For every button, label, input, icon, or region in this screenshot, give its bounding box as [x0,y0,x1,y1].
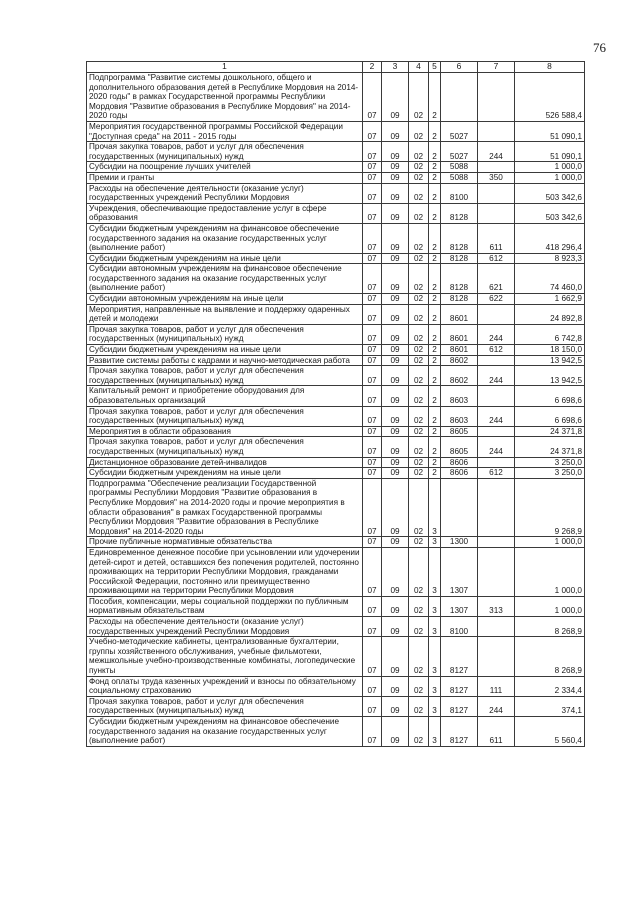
section-code-cell: 07 [363,596,382,616]
amount-cell: 13 942,5 [515,355,585,366]
program-code-cell: 02 [409,406,429,426]
row-name-cell: Учебно-методические кабинеты, централизованные бухгалтерии, группы хозяйственного обслуживания, учебные фильмотеки, межшкольные учебно-производственные комбинаты, логопедические пункты [87,637,363,676]
expense-type-cell: 622 [478,294,515,305]
table-row [87,468,585,479]
target-article-cell: 5027 [441,121,478,141]
row-name-cell: Пособия, компенсации, меры социальной поддержки по публичным нормативным обязательствам [87,596,363,616]
section-code-cell: 07 [363,406,382,426]
subsection-code-cell: 09 [382,324,409,344]
subprogram-code-cell: 2 [429,355,441,366]
target-article-cell [441,73,478,122]
subsection-code-cell: 09 [382,264,409,294]
amount-cell: 6 742,8 [515,324,585,344]
section-code-cell: 07 [363,162,382,173]
row-name-cell: Субсидии бюджетным учреждениям на иные цели [87,468,363,479]
program-code-cell: 02 [409,73,429,122]
expense-type-cell [478,617,515,637]
table-row [87,183,585,203]
table-row [87,426,585,437]
expense-type-cell: 244 [478,406,515,426]
program-code-cell: 02 [409,223,429,253]
expense-type-cell: 612 [478,468,515,479]
amount-cell: 1 000,0 [515,172,585,183]
row-name-cell: Подпрограмма "Обеспечение реализации Государственной программы Республики Мордовия "Развитие образования в Республике Мордовия" на 2014-2020 годы и прочие мероприятия в области образования" в рамках Государственной программы Республики Мордовия "Развитие образования в Республике Мордовия" на 2014-2020 годы [87,478,363,537]
table-row [87,253,585,264]
program-code-cell: 02 [409,203,429,223]
row-name-cell: Прочая закупка товаров, работ и услуг для обеспечения государственных (муниципальных) нужд [87,437,363,457]
target-article-cell: 8602 [441,355,478,366]
table-row [87,223,585,253]
section-code-cell: 07 [363,426,382,437]
subprogram-code-cell: 2 [429,437,441,457]
subprogram-code-cell: 2 [429,162,441,173]
target-article-cell: 8128 [441,253,478,264]
subprogram-code-cell: 2 [429,73,441,122]
row-name-cell: Расходы на обеспечение деятельности (оказание услуг) государственных учреждений Республики Мордовия [87,617,363,637]
program-code-cell: 02 [409,637,429,676]
table-row [87,547,585,596]
program-code-cell: 02 [409,426,429,437]
subprogram-code-cell: 3 [429,637,441,676]
amount-cell: 3 250,0 [515,468,585,479]
subsection-code-cell: 09 [382,304,409,324]
section-code-cell: 07 [363,437,382,457]
section-code-cell: 07 [363,345,382,356]
target-article-cell: 8128 [441,294,478,305]
section-code-cell: 07 [363,253,382,264]
expense-type-cell: 244 [478,437,515,457]
program-code-cell: 02 [409,717,429,747]
subprogram-code-cell: 3 [429,547,441,596]
subprogram-code-cell: 3 [429,676,441,696]
program-code-cell: 02 [409,324,429,344]
amount-cell: 503 342,6 [515,183,585,203]
expense-type-cell [478,547,515,596]
subsection-code-cell: 09 [382,386,409,406]
row-name-cell: Прочая закупка товаров, работ и услуг для обеспечения государственных (муниципальных) нужд [87,324,363,344]
target-article-cell: 8601 [441,324,478,344]
amount-cell: 503 342,6 [515,203,585,223]
table-row [87,717,585,747]
subsection-code-cell: 09 [382,172,409,183]
section-code-cell: 07 [363,457,382,468]
table-row [87,121,585,141]
expense-type-cell [478,637,515,676]
subsection-code-cell: 09 [382,637,409,676]
program-code-cell: 02 [409,478,429,537]
expense-type-cell: 350 [478,172,515,183]
row-name-cell: Премии и гранты [87,172,363,183]
table-row [87,345,585,356]
table-body [87,73,585,747]
section-code-cell: 07 [363,304,382,324]
column-header: 8 [515,62,585,73]
subprogram-code-cell: 2 [429,304,441,324]
section-code-cell: 07 [363,547,382,596]
expense-type-cell: 611 [478,717,515,747]
expense-type-cell [478,203,515,223]
subprogram-code-cell: 2 [429,183,441,203]
subsection-code-cell: 09 [382,717,409,747]
target-article-cell: 8100 [441,183,478,203]
subprogram-code-cell: 2 [429,294,441,305]
target-article-cell: 5088 [441,162,478,173]
subprogram-code-cell: 3 [429,478,441,537]
section-code-cell: 07 [363,366,382,386]
section-code-cell: 07 [363,294,382,305]
subsection-code-cell: 09 [382,121,409,141]
target-article-cell: 1300 [441,537,478,548]
table-row [87,172,585,183]
amount-cell: 8 923,3 [515,253,585,264]
row-name-cell: Мероприятия в области образования [87,426,363,437]
subsection-code-cell: 09 [382,355,409,366]
table-row [87,162,585,173]
expense-type-cell [478,478,515,537]
amount-cell: 24 371,8 [515,426,585,437]
subsection-code-cell: 09 [382,73,409,122]
subprogram-code-cell: 2 [429,406,441,426]
amount-cell: 18 150,0 [515,345,585,356]
target-article-cell: 8603 [441,386,478,406]
subprogram-code-cell: 2 [429,386,441,406]
subsection-code-cell: 09 [382,457,409,468]
target-article-cell: 8128 [441,264,478,294]
amount-cell: 6 698,6 [515,406,585,426]
row-name-cell: Прочая закупка товаров, работ и услуг для обеспечения государственных (муниципальных) нужд [87,366,363,386]
row-name-cell: Прочая закупка товаров, работ и услуг для обеспечения государственных (муниципальных) нужд [87,142,363,162]
target-article-cell: 5088 [441,172,478,183]
amount-cell: 1 662,9 [515,294,585,305]
program-code-cell: 02 [409,294,429,305]
subsection-code-cell: 09 [382,426,409,437]
subsection-code-cell: 09 [382,203,409,223]
subprogram-code-cell: 2 [429,223,441,253]
expense-type-cell [478,355,515,366]
section-code-cell: 07 [363,537,382,548]
expense-type-cell: 244 [478,324,515,344]
subprogram-code-cell: 2 [429,253,441,264]
subsection-code-cell: 09 [382,596,409,616]
table-row [87,437,585,457]
table-row [87,596,585,616]
amount-cell: 51 090,1 [515,121,585,141]
section-code-cell: 07 [363,717,382,747]
program-code-cell: 02 [409,345,429,356]
program-code-cell: 02 [409,264,429,294]
page-number: 76 [593,40,606,55]
program-code-cell: 02 [409,121,429,141]
expense-type-cell [478,73,515,122]
section-code-cell: 07 [363,478,382,537]
row-name-cell: Капитальный ремонт и приобретение оборудования для образовательных организаций [87,386,363,406]
subprogram-code-cell: 2 [429,366,441,386]
row-name-cell: Субсидии бюджетным учреждениям на финансовое обеспечение государственного задания на оказание государственных услуг (выполнение работ) [87,717,363,747]
row-name-cell: Прочая закупка товаров, работ и услуг для обеспечения государственных (муниципальных) нужд [87,696,363,716]
subsection-code-cell: 09 [382,547,409,596]
section-code-cell: 07 [363,73,382,122]
subprogram-code-cell: 2 [429,457,441,468]
subprogram-code-cell: 3 [429,537,441,548]
subsection-code-cell: 09 [382,294,409,305]
expense-type-cell [478,183,515,203]
section-code-cell: 07 [363,468,382,479]
row-name-cell: Дистанционное образование детей-инвалидов [87,457,363,468]
table-row [87,203,585,223]
subsection-code-cell: 09 [382,142,409,162]
amount-cell: 5 560,4 [515,717,585,747]
section-code-cell: 07 [363,617,382,637]
program-code-cell: 02 [409,437,429,457]
row-name-cell: Субсидии на поощрение лучших учителей [87,162,363,173]
expense-type-cell: 621 [478,264,515,294]
amount-cell: 418 296,4 [515,223,585,253]
expense-type-cell: 111 [478,676,515,696]
target-article-cell: 8606 [441,457,478,468]
program-code-cell: 02 [409,457,429,468]
section-code-cell: 07 [363,142,382,162]
target-article-cell: 8127 [441,717,478,747]
table-row [87,406,585,426]
table-row [87,264,585,294]
table-row [87,142,585,162]
target-article-cell: 8601 [441,304,478,324]
amount-cell: 8 268,9 [515,617,585,637]
subprogram-code-cell: 2 [429,264,441,294]
subsection-code-cell: 09 [382,468,409,479]
amount-cell: 74 460,0 [515,264,585,294]
expense-type-cell [478,426,515,437]
expense-type-cell: 313 [478,596,515,616]
target-article-cell: 8605 [441,437,478,457]
target-article-cell: 1307 [441,547,478,596]
section-code-cell: 07 [363,696,382,716]
expense-type-cell [478,537,515,548]
subprogram-code-cell: 3 [429,696,441,716]
row-name-cell: Расходы на обеспечение деятельности (оказание услуг) государственных учреждений Республики Мордовия [87,183,363,203]
expense-type-cell: 244 [478,696,515,716]
section-code-cell: 07 [363,386,382,406]
row-name-cell: Фонд оплаты труда казенных учреждений и взносы по обязательному социальному страхованию [87,676,363,696]
target-article-cell: 8127 [441,637,478,676]
target-article-cell: 8127 [441,676,478,696]
subprogram-code-cell: 2 [429,426,441,437]
program-code-cell: 02 [409,547,429,596]
subsection-code-cell: 09 [382,437,409,457]
subprogram-code-cell: 2 [429,345,441,356]
section-code-cell: 07 [363,223,382,253]
amount-cell: 374,1 [515,696,585,716]
table-row [87,676,585,696]
subsection-code-cell: 09 [382,345,409,356]
column-header: 5 [429,62,441,73]
budget-table [86,61,585,747]
table-row [87,617,585,637]
column-header: 3 [382,62,409,73]
column-header: 7 [478,62,515,73]
table-row [87,696,585,716]
section-code-cell: 07 [363,121,382,141]
subsection-code-cell: 09 [382,223,409,253]
expense-type-cell: 244 [478,142,515,162]
target-article-cell: 8605 [441,426,478,437]
subprogram-code-cell: 2 [429,324,441,344]
target-article-cell [441,478,478,537]
amount-cell: 1 000,0 [515,537,585,548]
expense-type-cell [478,457,515,468]
row-name-cell: Подпрограмма "Развитие системы дошкольного, общего и дополнительного образования детей в Республике Мордовия на 2014-2020 годы" в рамках Государственной программы Республики Мордовия "Развитие образования в Республике Мордовия" на 2014-2020 годы [87,73,363,122]
program-code-cell: 02 [409,355,429,366]
target-article-cell: 8603 [441,406,478,426]
row-name-cell: Субсидии автономным учреждениям на иные цели [87,294,363,305]
row-name-cell: Субсидии бюджетным учреждениям на иные цели [87,253,363,264]
subprogram-code-cell: 3 [429,596,441,616]
subsection-code-cell: 09 [382,253,409,264]
amount-cell: 24 892,8 [515,304,585,324]
table-row [87,457,585,468]
program-code-cell: 02 [409,676,429,696]
section-code-cell: 07 [363,324,382,344]
target-article-cell: 8601 [441,345,478,356]
amount-cell: 2 334,4 [515,676,585,696]
table-row [87,73,585,122]
subsection-code-cell: 09 [382,537,409,548]
column-header: 4 [409,62,429,73]
expense-type-cell: 244 [478,366,515,386]
subsection-code-cell: 09 [382,162,409,173]
table-row [87,537,585,548]
subprogram-code-cell: 2 [429,203,441,223]
table-row [87,386,585,406]
section-code-cell: 07 [363,676,382,696]
program-code-cell: 02 [409,253,429,264]
target-article-cell: 5027 [441,142,478,162]
row-name-cell: Развитие системы работы с кадрами и научно-методическая работа [87,355,363,366]
table-row [87,324,585,344]
amount-cell: 8 268,9 [515,637,585,676]
subsection-code-cell: 09 [382,406,409,426]
expense-type-cell: 612 [478,345,515,356]
target-article-cell: 8606 [441,468,478,479]
expense-type-cell [478,304,515,324]
subprogram-code-cell: 3 [429,717,441,747]
row-name-cell: Единовременное денежное пособие при усыновлении или удочерении детей-сирот и детей, оставшихся без попечения родителей, постоянно проживающих на территории Республики Мордовия, гражданами Российской Федерации, постоянно или преимущественно проживающими на территории Республики Мордовия [87,547,363,596]
table-row [87,304,585,324]
subprogram-code-cell: 2 [429,468,441,479]
subprogram-code-cell: 2 [429,142,441,162]
amount-cell: 526 588,4 [515,73,585,122]
subsection-code-cell: 09 [382,696,409,716]
section-code-cell: 07 [363,355,382,366]
section-code-cell: 07 [363,183,382,203]
program-code-cell: 02 [409,596,429,616]
row-name-cell: Учреждения, обеспечивающие предоставление услуг в сфере образования [87,203,363,223]
row-name-cell: Субсидии бюджетным учреждениям на финансовое обеспечение государственного задания на оказание государственных услуг (выполнение работ) [87,223,363,253]
column-header: 1 [87,62,363,73]
table-row [87,637,585,676]
column-header: 6 [441,62,478,73]
program-code-cell: 02 [409,366,429,386]
subprogram-code-cell: 3 [429,617,441,637]
subsection-code-cell: 09 [382,366,409,386]
section-code-cell: 07 [363,637,382,676]
amount-cell: 1 000,0 [515,162,585,173]
target-article-cell: 8602 [441,366,478,386]
target-article-cell: 8128 [441,203,478,223]
expense-type-cell: 612 [478,253,515,264]
header-row [87,62,585,73]
row-name-cell: Мероприятия государственной программы Российской Федерации "Доступная среда" на 2011 - 2015 годы [87,121,363,141]
program-code-cell: 02 [409,617,429,637]
program-code-cell: 02 [409,183,429,203]
target-article-cell: 8100 [441,617,478,637]
target-article-cell: 8127 [441,696,478,716]
table-row [87,294,585,305]
subprogram-code-cell: 2 [429,121,441,141]
row-name-cell: Прочая закупка товаров, работ и услуг для обеспечения государственных (муниципальных) нужд [87,406,363,426]
expense-type-cell [478,162,515,173]
section-code-cell: 07 [363,264,382,294]
row-name-cell: Субсидии бюджетным учреждениям на иные цели [87,345,363,356]
amount-cell: 3 250,0 [515,457,585,468]
table-row [87,366,585,386]
program-code-cell: 02 [409,537,429,548]
table-row [87,478,585,537]
program-code-cell: 02 [409,162,429,173]
table-row [87,355,585,366]
section-code-cell: 07 [363,172,382,183]
subsection-code-cell: 09 [382,183,409,203]
amount-cell: 24 371,8 [515,437,585,457]
subsection-code-cell: 09 [382,478,409,537]
program-code-cell: 02 [409,142,429,162]
subsection-code-cell: 09 [382,676,409,696]
column-header: 2 [363,62,382,73]
row-name-cell: Субсидии автономным учреждениям на финансовое обеспечение государственного задания на оказание государственных услуг (выполнение работ) [87,264,363,294]
row-name-cell: Прочие публичные нормативные обязательства [87,537,363,548]
subsection-code-cell: 09 [382,617,409,637]
program-code-cell: 02 [409,386,429,406]
program-code-cell: 02 [409,304,429,324]
amount-cell: 9 268,9 [515,478,585,537]
amount-cell: 1 000,0 [515,547,585,596]
target-article-cell: 1307 [441,596,478,616]
expense-type-cell [478,121,515,141]
expense-type-cell: 611 [478,223,515,253]
amount-cell: 6 698,6 [515,386,585,406]
expense-type-cell [478,386,515,406]
program-code-cell: 02 [409,468,429,479]
target-article-cell: 8128 [441,223,478,253]
subprogram-code-cell: 2 [429,172,441,183]
section-code-cell: 07 [363,203,382,223]
program-code-cell: 02 [409,172,429,183]
amount-cell: 13 942,5 [515,366,585,386]
amount-cell: 1 000,0 [515,596,585,616]
row-name-cell: Мероприятия, направленные на выявление и поддержку одаренных детей и молодежи [87,304,363,324]
program-code-cell: 02 [409,696,429,716]
amount-cell: 51 090,1 [515,142,585,162]
